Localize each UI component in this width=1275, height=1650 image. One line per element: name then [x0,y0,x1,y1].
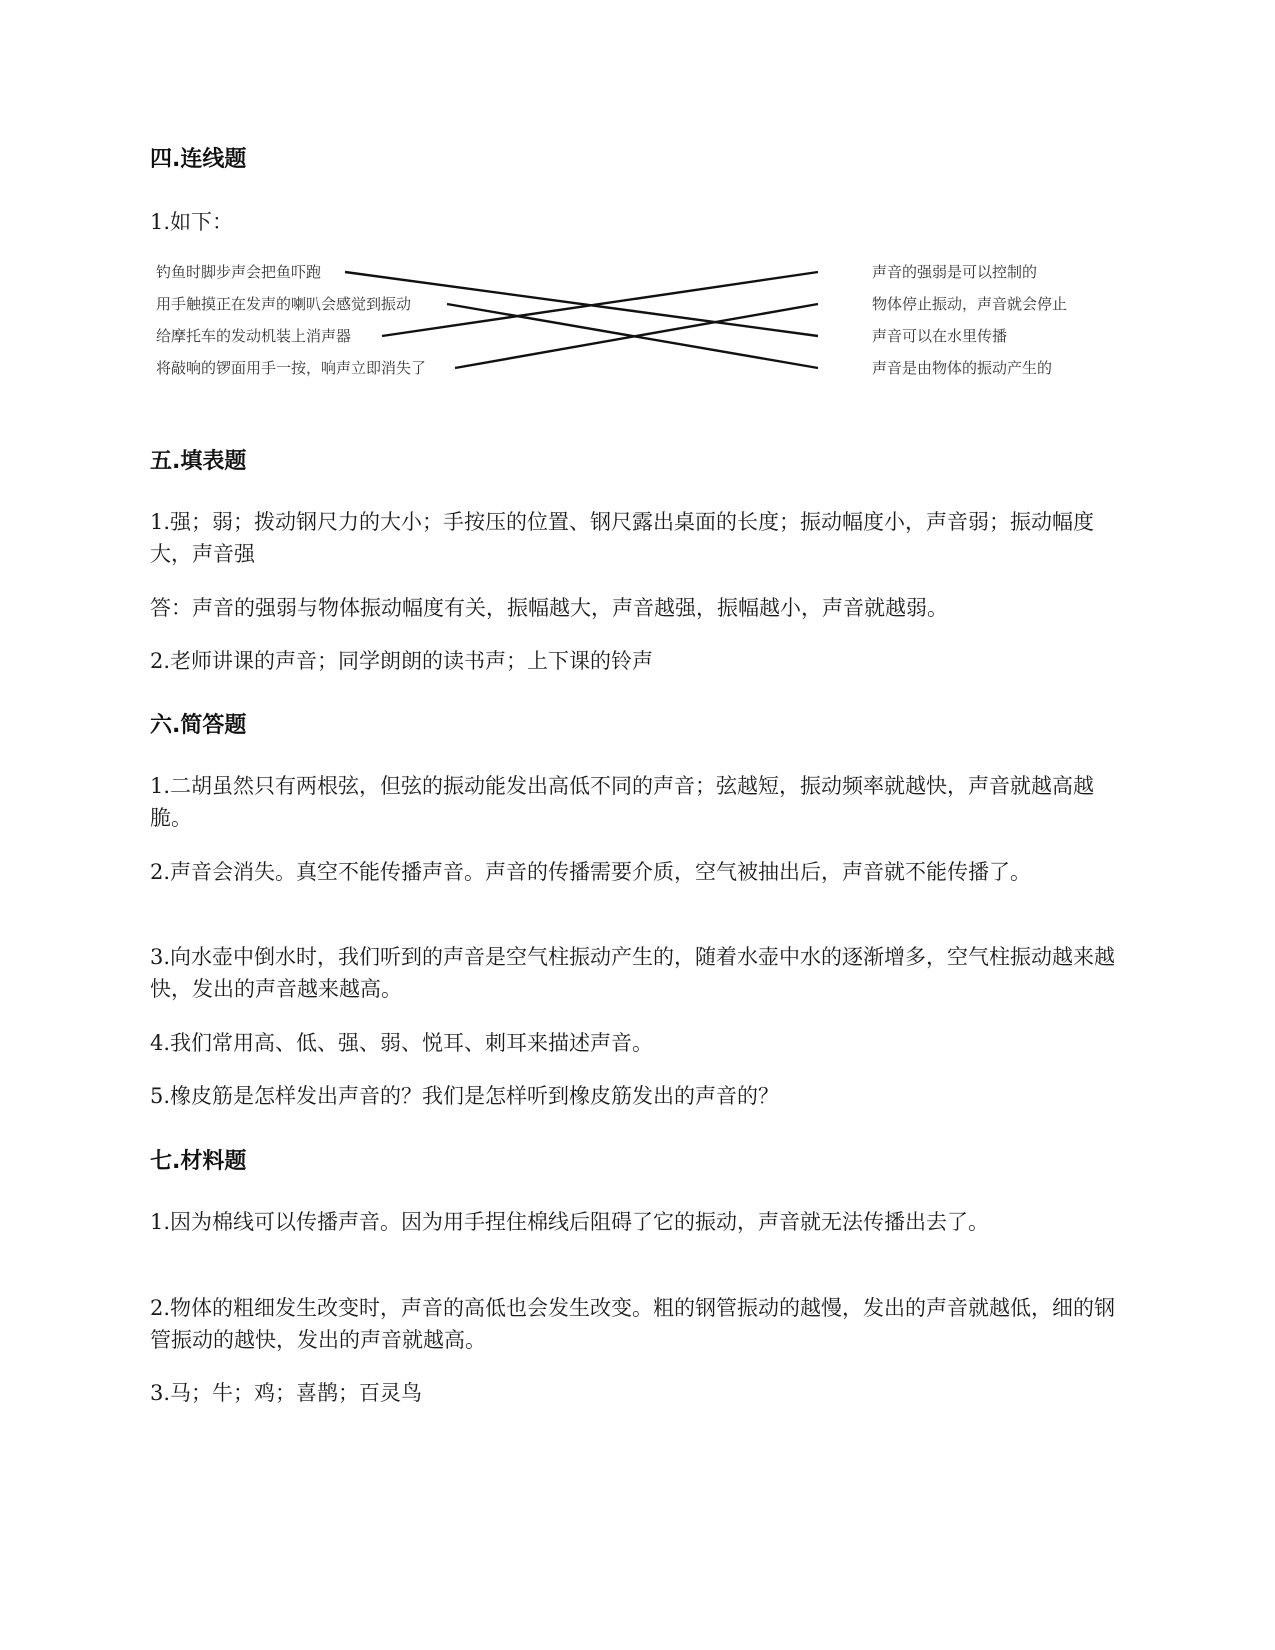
short-answer-1: 1.二胡虽然只有两根弦，但弦的振动能发出高低不同的声音；弦越短，振动频率就越快，声音就越高越脆。 [150,774,1095,830]
matching-question-1: 1.如下： [150,210,234,234]
section-title-fill-table: 五.填表题 [150,449,247,474]
material-answer-1: 1.因为棉线可以传播声音。因为用手捏住棉线后阻碍了它的振动，声音就无法传播出去了。 [150,1210,990,1234]
fill-table-answer-2: 2.老师讲课的声音；同学朗朗的读书声；上下课的铃声 [150,649,654,673]
material-answer-2: 2.物体的粗细发生改变时，声音的高低也会发生改变。粗的钢管振动的越慢，发出的声音就越低，细的钢管振动的越快，发出的声音就越高。 [150,1296,1116,1352]
section-title-material: 七.材料题 [150,1149,247,1174]
short-answer-5: 5.橡皮筋是怎样发出声音的？我们是怎样听到橡皮筋发出的声音的？ [150,1084,780,1108]
left-item-2: 用手触摸正在发声的喇叭会感觉到振动 [156,295,412,313]
section-title-short-answer: 六.简答题 [150,713,247,738]
short-answer-4: 4.我们常用高、低、强、弱、悦耳、刺耳来描述声音。 [150,1031,654,1055]
left-item-4: 将敲响的锣面用手一按，响声立即消失了 [156,359,427,377]
right-item-1: 声音的强弱是可以控制的 [872,263,1038,281]
fill-table-answer-1: 1.强；弱；拨动钢尺力的大小；手按压的位置、钢尺露出桌面的长度；振动幅度小，声音弱；振动幅度大，声音强 [150,510,1095,566]
left-item-1: 钓鱼时脚步声会把鱼吓跑 [156,263,322,281]
right-item-2: 物体停止振动，声音就会停止 [872,295,1068,313]
section-title-matching: 四.连线题 [150,147,247,172]
short-answer-3: 3.向水壶中倒水时，我们听到的声音是空气柱振动产生的，随着水壶中水的逐渐增多，空气柱振动越来越快，发出的声音越来越高。 [150,945,1116,1001]
matching-diagram [150,263,1120,403]
material-answer-3: 3.马；牛；鸡；喜鹊；百灵鸟 [150,1381,423,1405]
fill-table-answer-note: 答：声音的强弱与物体振动幅度有关，振幅越大，声音越强，振幅越小，声音就越弱。 [150,596,948,620]
left-item-3: 给摩托车的发动机装上消声器 [156,327,352,345]
short-answer-2: 2.声音会消失。真空不能传播声音。声音的传播需要介质，空气被抽出后，声音就不能传播了。 [150,860,1032,884]
right-item-4: 声音是由物体的振动产生的 [872,359,1053,377]
right-item-3: 声音可以在水里传播 [872,327,1008,345]
